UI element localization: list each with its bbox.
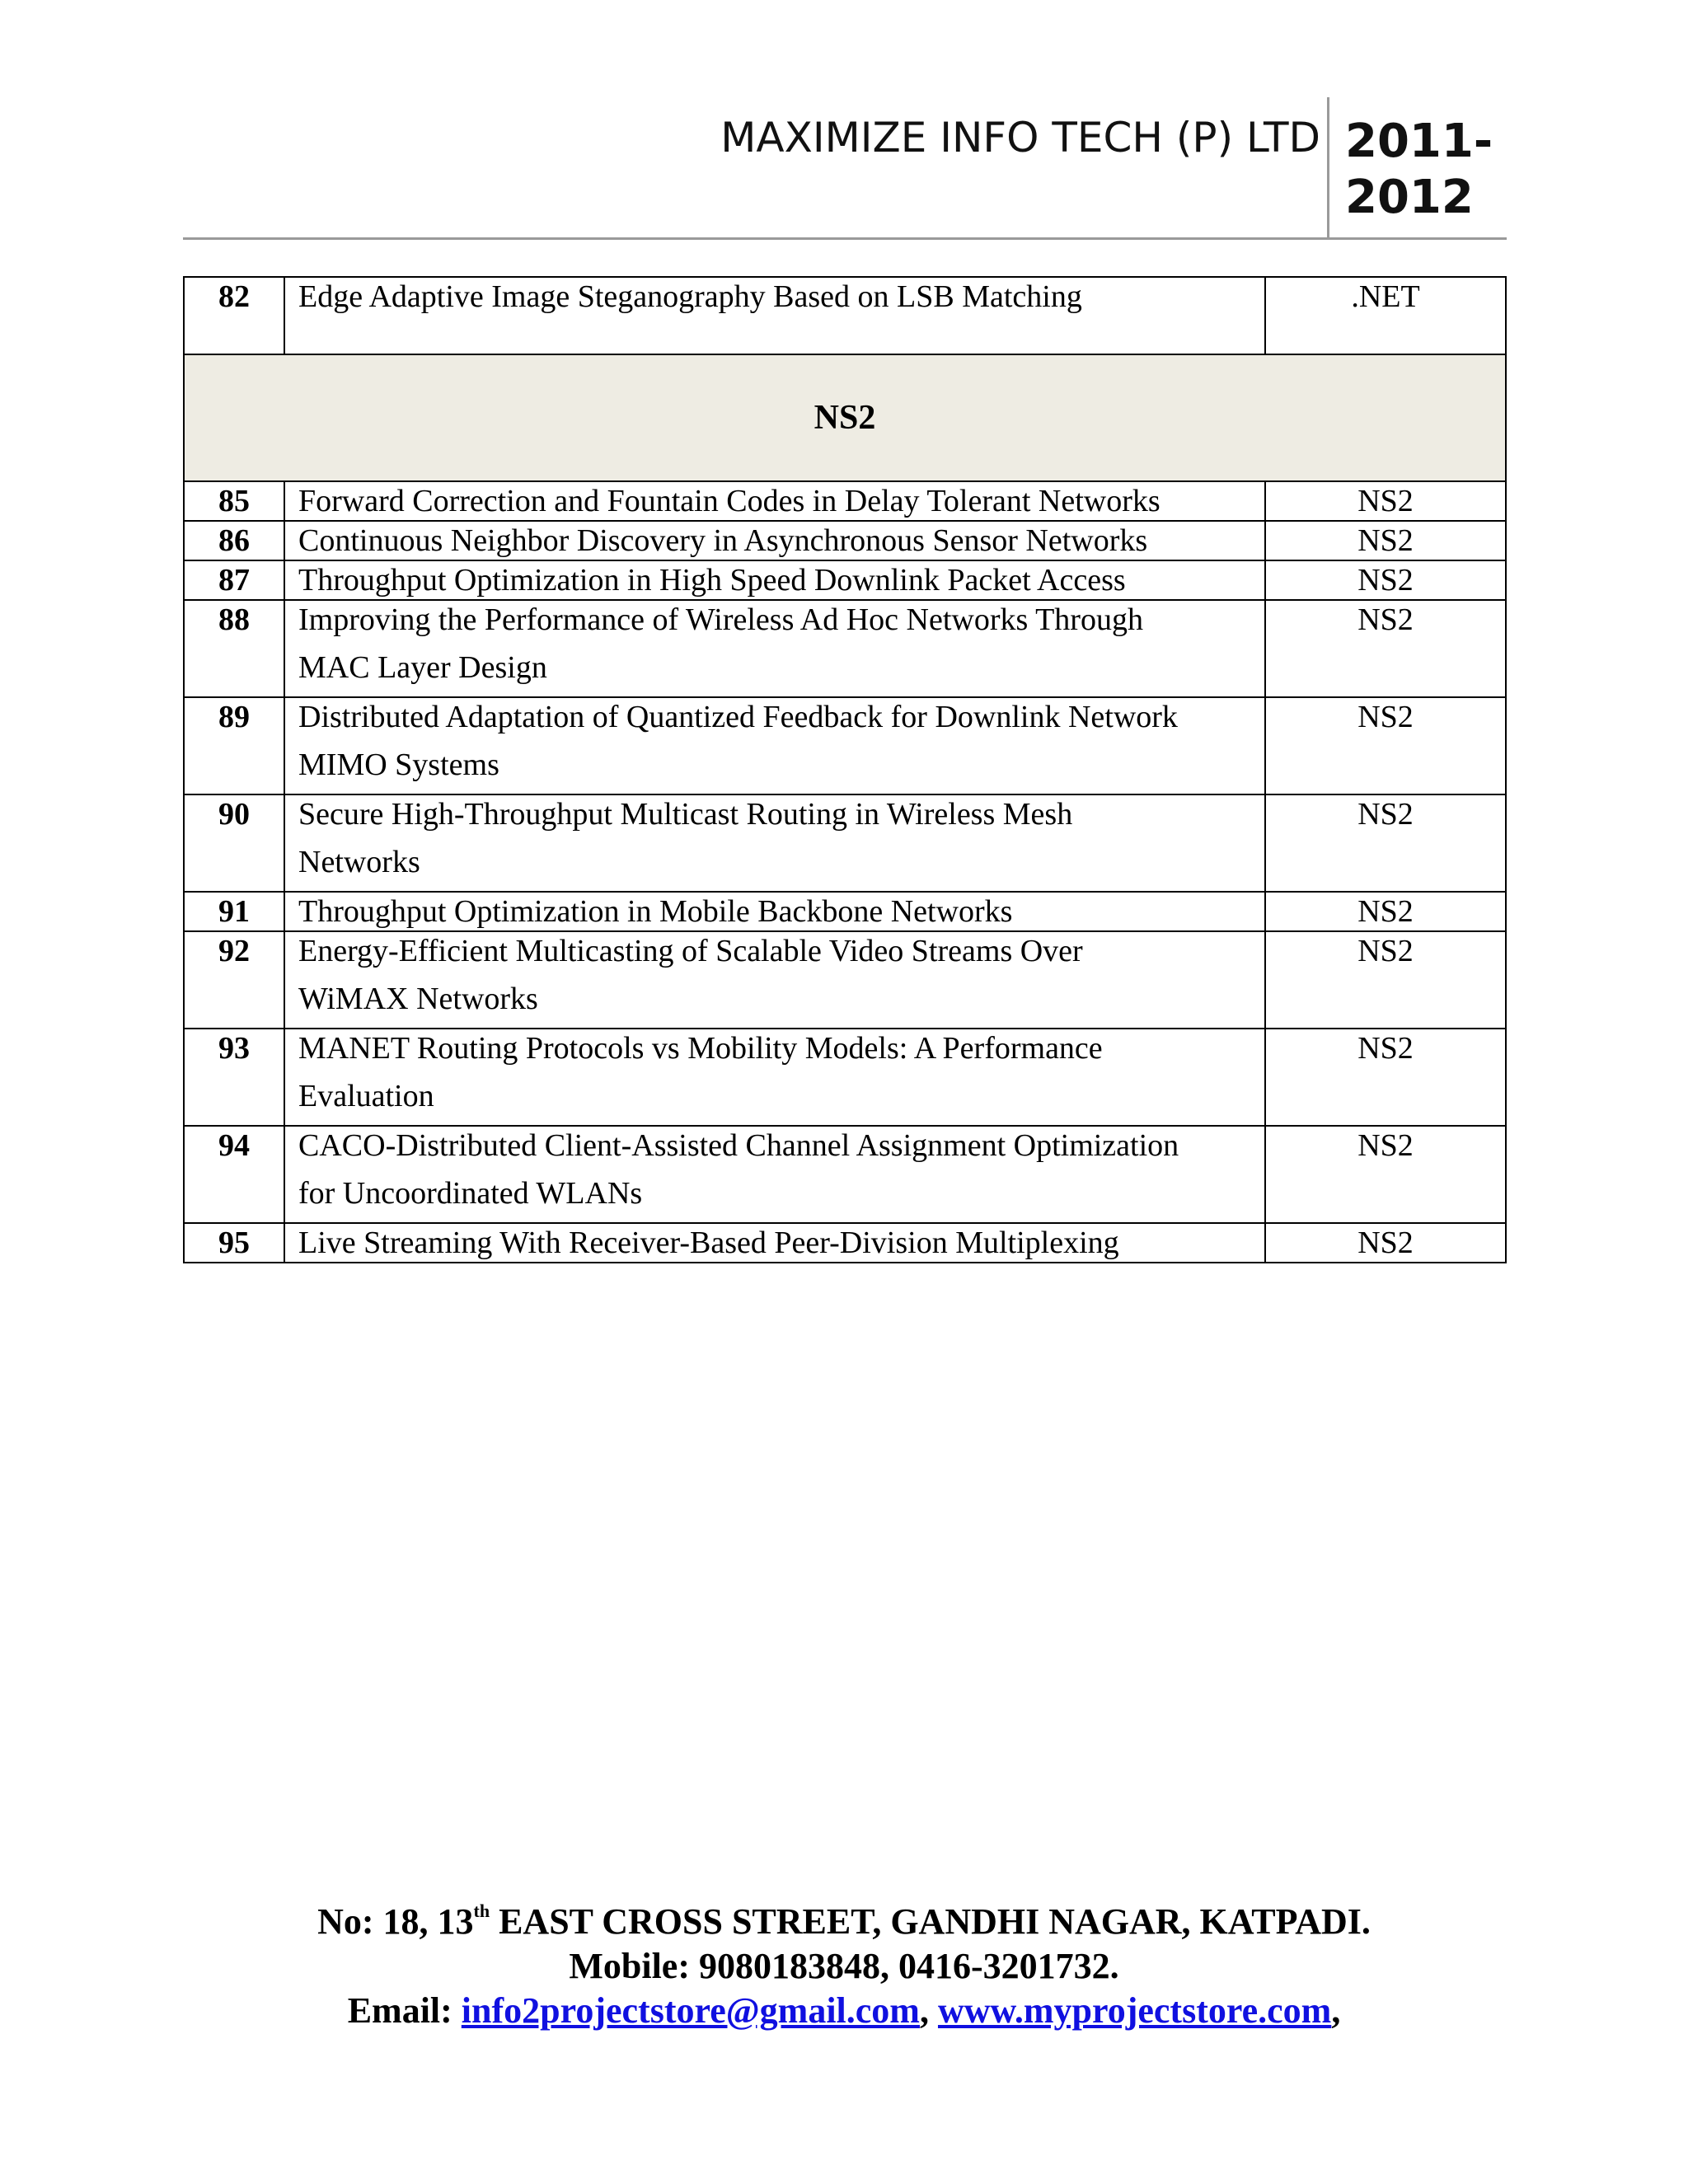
row-technology: .NET <box>1265 277 1506 354</box>
row-title <box>284 600 1265 697</box>
table-row <box>184 277 1506 354</box>
year-line-1: 2011- <box>1345 115 1493 168</box>
row-technology: NS2 <box>1265 1223 1506 1263</box>
table-row <box>184 794 1506 892</box>
footer-address <box>0 1900 1688 1944</box>
row-title: Forward Correction and Fountain Codes in Delay Tolerant Networks <box>284 481 1265 521</box>
row-technology: NS2 <box>1265 892 1506 931</box>
address-text: No: 18, 13 <box>317 1901 474 1942</box>
header-year <box>1345 114 1493 226</box>
row-title <box>284 931 1265 1029</box>
row-technology: NS2 <box>1265 1029 1506 1126</box>
page-footer <box>0 1900 1688 2033</box>
row-number: 85 <box>184 481 284 521</box>
header-divider <box>1327 97 1329 237</box>
email-label: Email: <box>347 1990 462 2031</box>
row-technology: NS2 <box>1265 521 1506 560</box>
table-row <box>184 560 1506 600</box>
table-row <box>184 1029 1506 1126</box>
email-link[interactable]: info2projectstore@gmail.com <box>461 1990 920 2031</box>
row-technology: NS2 <box>1265 697 1506 794</box>
website-link[interactable]: www.myprojectstore.com <box>937 1990 1332 2031</box>
row-title <box>284 1126 1265 1223</box>
row-title <box>284 1029 1265 1126</box>
footer-mobile: Mobile: 9080183848, 0416-3201732. <box>569 1946 1119 1986</box>
table-row <box>184 892 1506 931</box>
row-number: 95 <box>184 1223 284 1263</box>
row-number: 93 <box>184 1029 284 1126</box>
row-number: 94 <box>184 1126 284 1223</box>
row-title-line-1: Energy-Efficient Multicasting of Scalable Video Streams Over <box>298 934 1083 968</box>
row-title: Continuous Neighbor Discovery in Asynchronous Sensor Networks <box>284 521 1265 560</box>
row-number: 91 <box>184 892 284 931</box>
row-title: Live Streaming With Receiver-Based Peer-Division Multiplexing <box>284 1223 1265 1263</box>
table-row <box>184 931 1506 1029</box>
row-technology: NS2 <box>1265 794 1506 892</box>
table-row <box>184 697 1506 794</box>
footer-contact <box>0 1989 1688 2033</box>
row-technology: NS2 <box>1265 1126 1506 1223</box>
company-name: MAXIMIZE INFO TECH (P) LTD <box>720 114 1320 162</box>
row-title-line-2: Networks <box>298 845 420 879</box>
row-title-line-1: Distributed Adaptation of Quantized Feedback for Downlink Network <box>298 700 1178 734</box>
table-row <box>184 481 1506 521</box>
row-title <box>284 794 1265 892</box>
row-title-line-1: MANET Routing Protocols vs Mobility Models: A Performance <box>298 1031 1103 1066</box>
row-number: 86 <box>184 521 284 560</box>
row-title-line-2: MIMO Systems <box>298 748 499 782</box>
project-table <box>183 276 1507 1263</box>
table-row <box>184 521 1506 560</box>
row-technology: NS2 <box>1265 481 1506 521</box>
section-label: NS2 <box>184 354 1506 481</box>
row-technology: NS2 <box>1265 560 1506 600</box>
page-header <box>183 97 1507 240</box>
section-header-row <box>184 354 1506 481</box>
row-number: 89 <box>184 697 284 794</box>
row-number: 92 <box>184 931 284 1029</box>
table-row <box>184 1223 1506 1263</box>
row-technology: NS2 <box>1265 931 1506 1029</box>
table-row <box>184 1126 1506 1223</box>
row-title-line-1: CACO-Distributed Client-Assisted Channel Assignment Optimization <box>298 1128 1179 1163</box>
row-title: Throughput Optimization in High Speed Downlink Packet Access <box>284 560 1265 600</box>
row-technology: NS2 <box>1265 600 1506 697</box>
row-title-line-2: Evaluation <box>298 1079 434 1113</box>
row-title-line-2: for Uncoordinated WLANs <box>298 1176 643 1211</box>
row-number: 88 <box>184 600 284 697</box>
contact-separator: , <box>919 1990 938 2031</box>
address-text-rest: EAST CROSS STREET, GANDHI NAGAR, KATPADI. <box>490 1901 1371 1942</box>
row-number: 90 <box>184 794 284 892</box>
row-title-line-1: Improving the Performance of Wireless Ad Hoc Networks Through <box>298 602 1143 637</box>
row-title-line-2: MAC Layer Design <box>298 650 547 685</box>
contact-trailing-comma: , <box>1331 1990 1341 2031</box>
row-title: Edge Adaptive Image Steganography Based on LSB Matching <box>284 277 1265 354</box>
table-row <box>184 600 1506 697</box>
row-title: Throughput Optimization in Mobile Backbone Networks <box>284 892 1265 931</box>
address-superscript: th <box>473 1900 490 1921</box>
row-title-line-2: WiMAX Networks <box>298 982 538 1016</box>
row-title-line-1: Secure High-Throughput Multicast Routing in Wireless Mesh <box>298 797 1073 832</box>
row-number: 82 <box>184 277 284 354</box>
row-number: 87 <box>184 560 284 600</box>
row-title <box>284 697 1265 794</box>
year-line-2: 2012 <box>1345 171 1474 224</box>
